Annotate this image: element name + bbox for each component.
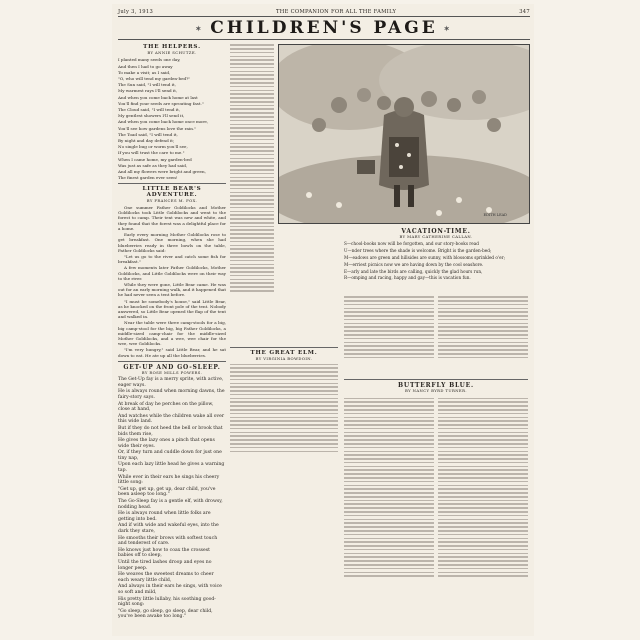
poem-line: Was just as safe as they had said, <box>118 162 188 168</box>
story-paragraph: "I'm very hungry," said Little Bear, and he sat down to eat. He ate up all the blueberries. <box>118 347 226 358</box>
poem-line: And watches while the children wake all over this wide land. <box>118 413 225 425</box>
poem-line: "Get up, get up, get up, dear child, you've been asleep too long." <box>118 486 216 498</box>
elm-title: THE GREAT ELM. <box>250 350 318 356</box>
story-paragraph: Near the table were three camp-stools for a big, big camp-stool for the big, big Father Goldilocks, a middle-sized camp-chair for the middle-sized Mother Goldilocks, and a wee, wee chair for the wee, wee Goldilocks. <box>118 320 226 347</box>
poem-line: M—eadows are green and hillsides are sunny, with blossoms sprinkled o'er; <box>344 255 505 260</box>
right-text-columns <box>344 294 528 374</box>
poem-line: The Cloud said, "I will tend it, <box>118 107 181 113</box>
story-paragraph: Early every morning Mother Goldilocks rose to get breakfast. One morning, when she had blueberries ready in three bowls on the table, Father Goldilocks said: <box>118 232 226 253</box>
poem-line: And when you come back home at last <box>118 94 198 100</box>
butterfly-column-b <box>438 395 528 579</box>
getup-byline: BY ROSE MILLS POWERS. <box>141 369 203 375</box>
vacation-title: VACATION-TIME. <box>401 228 471 235</box>
page-title: CHILDREN'S PAGE <box>210 18 438 38</box>
poem-line: E—arly and late the birds are calling, quickly the glad hours run, <box>344 268 483 274</box>
poem-line: His pretty little lullaby, his soothing good-night song: <box>118 596 216 608</box>
poem-line: U—nder trees where the shade is welcome. Bright is the garden-bed; <box>344 248 492 254</box>
poem-line: The Get-Up fay is a merry sprite, with active, eager ways. <box>118 377 224 388</box>
page-number: 347 <box>519 8 530 15</box>
poem-line: "Go sleep, go sleep, go sleep, dear child, you've been awake too long." <box>118 608 213 620</box>
poem-line: He is always round when morning dawns, the fairy-story says. <box>118 389 225 400</box>
poem-line: He is always round when little folks are getting into bed. <box>118 511 211 522</box>
poem-line: Or, if they turn and cuddle down for just one tiny nap, <box>118 450 222 461</box>
poem-line: The finest garden ever seen! <box>118 175 178 181</box>
poem-line: While ever in their ears he sings his cheery little song: <box>118 474 220 486</box>
poem-line: My warmest rays I'll send it, <box>118 88 178 94</box>
middle-lower-column <box>230 344 338 504</box>
poem-line: M—erriest picnics now we are having down by the cool seashore. <box>344 261 484 267</box>
poem-line: Until the tired lashes droop and eyes no longer peep. <box>118 559 212 571</box>
butterfly-title: BUTTERFLY BLUE. <box>398 382 474 389</box>
vacation-poem <box>344 241 528 281</box>
poem-line: He knows just how to coax the crossest babies off to sleep, <box>118 547 210 559</box>
butterfly-column-a <box>344 395 434 579</box>
story-paragraph: "Let us go to the river and catch some fish for breakfast." <box>118 253 226 265</box>
story-column-b <box>438 294 528 360</box>
elm-story <box>230 364 338 453</box>
poem-line: R—omping and racing, happy and gay—this is vacation fun. <box>344 275 471 281</box>
bear-title: LITTLE BEAR'S ADVENTURE. <box>142 186 202 198</box>
poem-line: If you will trust the care to me." <box>118 150 185 156</box>
poem-line: By night and day defend it; <box>118 138 175 144</box>
ornament-right-icon: ✶ <box>443 23 453 33</box>
divider <box>230 347 338 348</box>
middle-column <box>230 42 274 342</box>
story-paragraph: One summer Father Goldilocks and Mother Goldilocks took Little Goldilocks and went to the forest to camp. Their tent was new and white, and they found that the forest was a delightful place for a home. <box>118 205 226 231</box>
divider <box>118 361 226 362</box>
vacation-section <box>344 226 528 292</box>
helpers-title: THE HELPERS. <box>143 44 201 50</box>
story-continuation <box>230 44 274 291</box>
poem-line: And when you come back home once more, <box>118 119 209 125</box>
story-paragraph: A few moments later Father Goldilocks, Mother Goldilocks, and Little Goldilocks were on their way to the river. <box>118 265 226 281</box>
poem-line: He weaves the sweetest dreams to cheer each weary little child, <box>118 572 214 583</box>
illustration-signature: EDITH LEAD <box>483 213 507 217</box>
bear-story <box>118 205 226 358</box>
magazine-page <box>112 4 534 636</box>
elm-byline: BY VIRGINIA BOWDOIN. <box>255 356 313 362</box>
helpers-byline: BY ANNIE SCHUTZE. <box>147 50 197 56</box>
masthead <box>118 16 530 40</box>
poem-line: And if with wide and wakeful eyes, into the dark they stare, <box>118 523 219 535</box>
story-paragraph: "I must be somebody's house," said Little Bear, as he knocked on the front pole of the tent. Nobody answered, so Little Bear opened the flap of the tent and walked in. <box>118 298 226 320</box>
divider <box>344 379 528 380</box>
poem-line: You'll find your seeds are sprouting fast." <box>118 100 204 106</box>
bear-byline: BY FRANCES M. FOX. <box>146 197 198 203</box>
getup-title: GET-UP AND GO-SLEEP. <box>123 363 221 371</box>
ornament-left-icon: ✶ <box>195 23 205 33</box>
issue-date: July 3, 1913 <box>118 8 154 15</box>
helpers-poem <box>118 57 226 180</box>
poem-line: And then I had to go away <box>118 63 173 69</box>
poem-line: S—chool-books now will be forgotten, and our story-books read <box>344 241 479 247</box>
left-column <box>118 42 226 634</box>
butterfly-byline: BY NANCY BYRD TURNER. <box>405 388 467 394</box>
divider <box>118 183 226 184</box>
poem-line: The Go-Sleep fay is a gentle elf, with drowsy, nodding head. <box>118 499 223 510</box>
poem-line: "O, who will tend my garden-bed?" <box>118 76 191 82</box>
companion-title: THE COMPANION FOR ALL THE FAMILY <box>276 8 397 15</box>
poem-line: But if they do not heed the bell or brook that bids them rise, <box>118 425 223 437</box>
butterfly-section <box>344 376 528 634</box>
getup-poem <box>118 377 226 620</box>
running-head <box>118 7 530 16</box>
poem-line: When I came home, my garden-bed <box>118 156 192 162</box>
story-column-a <box>344 294 434 360</box>
poem-line: And always in their ears he sings, with voice so soft and mild, <box>118 584 222 595</box>
poem-line: And all my flowers were bright and green, <box>118 169 206 175</box>
poem-line: The Toad said, "I will tend it, <box>118 131 178 137</box>
poem-line: He gives the lazy ones a pinch that opens wide their eyes. <box>118 438 215 449</box>
vacation-byline: BY MARY CATHERINE CALLAN. <box>399 234 473 240</box>
poem-line: He smooths their brows with softest touch and tenderest of care. <box>118 535 218 547</box>
poem-line: To make a visit; as I said, <box>118 69 171 75</box>
poem-line: My gentlest showers I'll send it, <box>118 113 185 119</box>
poem-line: The Sun said, "I will tend it, <box>118 82 176 88</box>
poem-line: Upon each lazy little head he gives a warning tap. <box>118 462 225 474</box>
illustration-art <box>279 45 529 223</box>
poem-line: No single bug or worm you'll see, <box>118 144 188 150</box>
poem-line: I planted many seeds one day, <box>118 57 181 63</box>
children-illustration <box>278 44 530 224</box>
poem-line: You'll see how gardens love the rain." <box>118 125 197 131</box>
story-paragraph: While they were gone, Little Bear came. He was out for an early morning walk, and it happened that he had never seen a tent before. <box>118 281 226 298</box>
poem-line: At break of day he perches on the pillow, close at hand, <box>118 401 214 413</box>
